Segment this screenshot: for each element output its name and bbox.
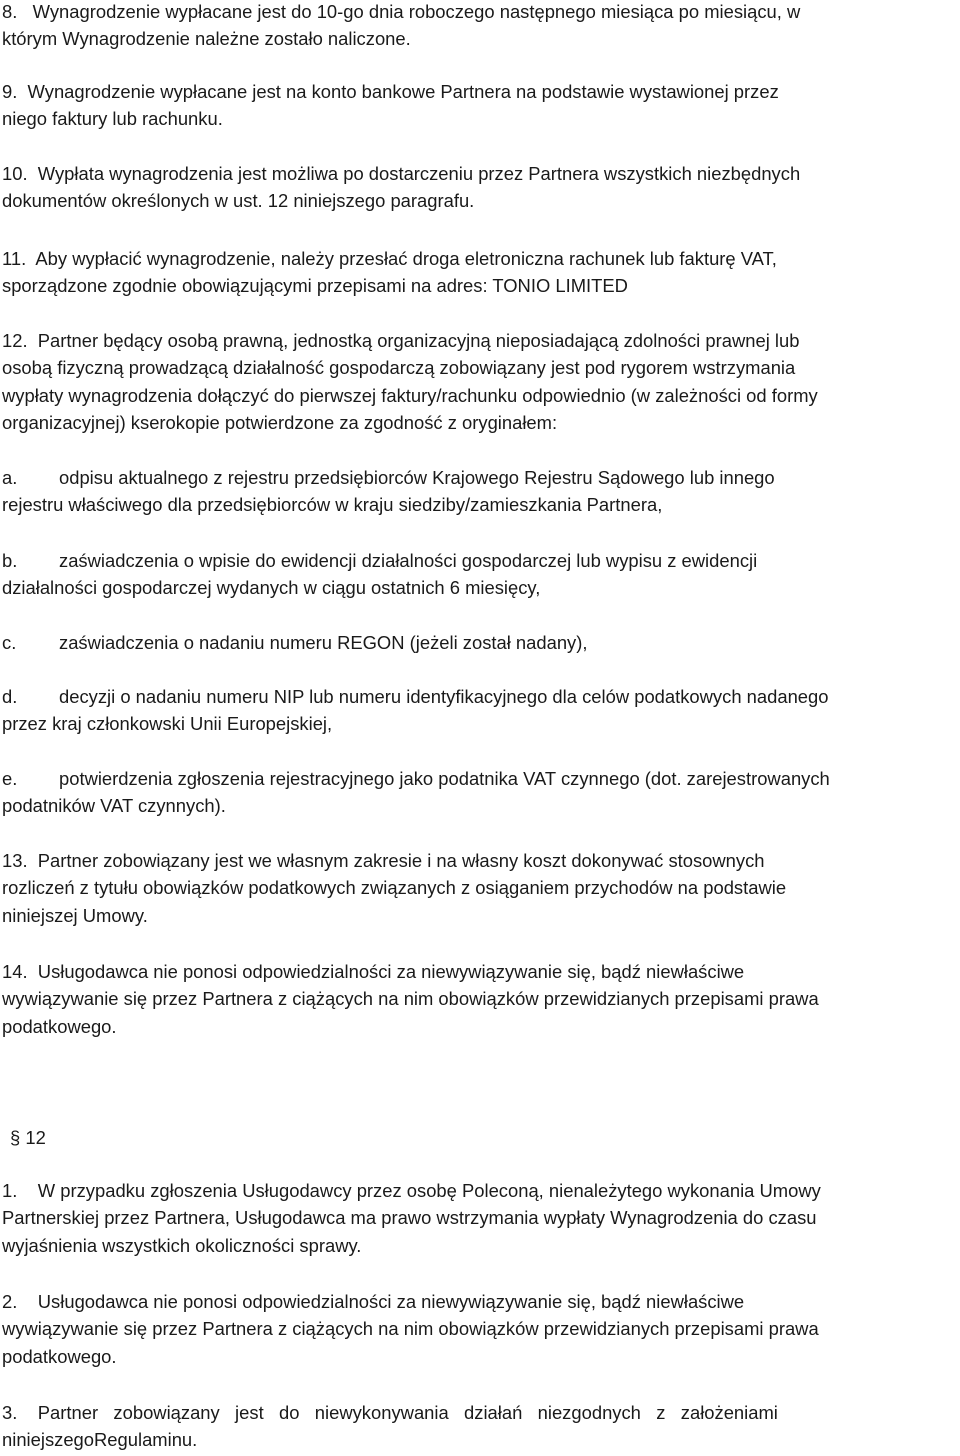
text-line (2, 629, 958, 656)
text-line: rejestru właściwego dla przedsiębiorców w kraju siedziby/zamieszkania Partnera, (2, 494, 663, 516)
text-line: 13. Partner zobowiązany jest we własnym zakresie i na własny koszt dokonywać stosownych (2, 850, 765, 871)
list-label: e. (2, 768, 18, 789)
text-line: 8. Wynagrodzenie wypłacane jest do 10-go dnia roboczego następnego miesiąca po miesiącu, w (2, 1, 801, 22)
text-segment: decyzji o nadaniu numeru NIP lub numeru identyfikacyjnego dla celów podatkowych nadanego (59, 686, 829, 707)
text-line: 11. Aby wypłacić wynagrodzenie, należy przesłać droga eletroniczna rachunek lub fakturę VAT, (2, 248, 777, 269)
sub-item-d (2, 683, 958, 738)
list-label: a. (2, 467, 18, 488)
text-segment: zaświadczenia o wpisie do ewidencji działalności gospodarczej lub wypisu z ewidencji (59, 550, 758, 571)
sub-item-e (2, 765, 958, 820)
text-line: 10. Wypłata wynagrodzenia jest możliwa po dostarczeniu przez Partnera wszystkich niezbędnych (2, 163, 801, 184)
text-line: 2. Usługodawca nie ponosi odpowiedzialności za niewywiązywanie się, bądź niewłaściwe (2, 1291, 745, 1312)
section-paragraph-3 (2, 1399, 958, 1454)
text-line: podatkowego. (2, 1015, 117, 1037)
paragraph-10 (2, 160, 958, 215)
text-line: przez kraj członkowski Unii Europejskiej, (2, 713, 333, 735)
paragraph-14 (2, 958, 958, 1040)
text-line (2, 464, 958, 491)
section-paragraph-1 (2, 1177, 958, 1259)
text-line: Partnerskiej przez Partnera, Usługodawca ma prawo wstrzymania wypłaty Wynagrodzenia do czasu (2, 1207, 817, 1229)
sub-item-c (2, 629, 958, 656)
list-label: b. (2, 550, 18, 571)
text-segment: zaświadczenia o nadaniu numeru REGON (jeżeli został nadany), (59, 632, 588, 653)
paragraph-12 (2, 327, 958, 437)
text-line: wywiązywanie się przez Partnera z ciążących na nim obowiązków przewidzianych przepisami prawa (2, 988, 819, 1010)
text-line: którym Wynagrodzenie należne zostało naliczone. (2, 28, 411, 50)
text-line: działalności gospodarczej wydanych w ciągu ostatnich 6 miesięcy, (2, 577, 541, 599)
text-line: rozliczeń z tytułu obowiązków podatkowych związanych z osiąganiem przychodów na podstawie (2, 877, 787, 899)
text-line (2, 547, 958, 574)
section-paragraph-2 (2, 1288, 958, 1370)
text-line: sporządzone zgodnie obowiązującymi przepisami na adres: TONIO LIMITED (2, 275, 628, 297)
text-line: osobą fizyczną prowadzącą działalność gospodarczą zobowiązany jest pod rygorem wstrzymania (2, 357, 796, 379)
list-label: d. (2, 686, 18, 707)
text-line: 9. Wynagrodzenie wypłacane jest na konto bankowe Partnera na podstawie wystawionej przez (2, 81, 779, 102)
sub-item-b (2, 547, 958, 602)
text-segment: potwierdzenia zgłoszenia rejestracyjnego jako podatnika VAT czynnego (dot. zarejestrowanych (59, 768, 830, 789)
text-line: niego faktury lub rachunku. (2, 108, 223, 130)
section-heading: § 12 (10, 1127, 46, 1148)
paragraph-13 (2, 847, 958, 929)
text-line: wywiązywanie się przez Partnera z ciążących na nim obowiązków przewidzianych przepisami prawa (2, 1318, 819, 1340)
text-line: wypłaty wynagrodzenia dołączyć do pierwszej faktury/rachunku odpowiednio (w zależności od formy (2, 384, 818, 406)
list-label: c. (2, 632, 17, 653)
text-line: wyjaśnienia wszystkich okoliczności sprawy. (2, 1234, 362, 1256)
text-line: dokumentów określonych w ust. 12 niniejszego paragrafu. (2, 190, 475, 212)
text-line: niniejszej Umowy. (2, 904, 148, 926)
text-line: podatkowego. (2, 1345, 117, 1367)
text-line (2, 765, 958, 792)
text-line: 3. Partner zobowiązany jest do niewykonywania działań niezgodnych z założeniami (2, 1402, 778, 1423)
paragraph-9 (2, 78, 958, 133)
sub-item-a (2, 464, 958, 519)
text-line: podatników VAT czynnych). (2, 795, 226, 817)
text-line (2, 683, 958, 710)
text-line: 1. W przypadku zgłoszenia Usługodawcy przez osobę Poleconą, nienależytego wykonania Umowy (2, 1180, 821, 1201)
paragraph-11 (2, 245, 958, 300)
text-line: 12. Partner będący osobą prawną, jednostką organizacyjną nieposiadającą zdolności prawnej lub (2, 330, 800, 351)
text-segment: odpisu aktualnego z rejestru przedsiębiorców Krajowego Rejestru Sądowego lub innego (59, 467, 775, 488)
text-line: niniejszegoRegulaminu. (2, 1429, 198, 1451)
text-line: 14. Usługodawca nie ponosi odpowiedzialności za niewywiązywanie się, bądź niewłaściwe (2, 961, 745, 982)
text-line: organizacyjnej) kserokopie potwierdzone za zgodność z oryginałem: (2, 412, 558, 434)
paragraph-8 (2, 0, 958, 53)
